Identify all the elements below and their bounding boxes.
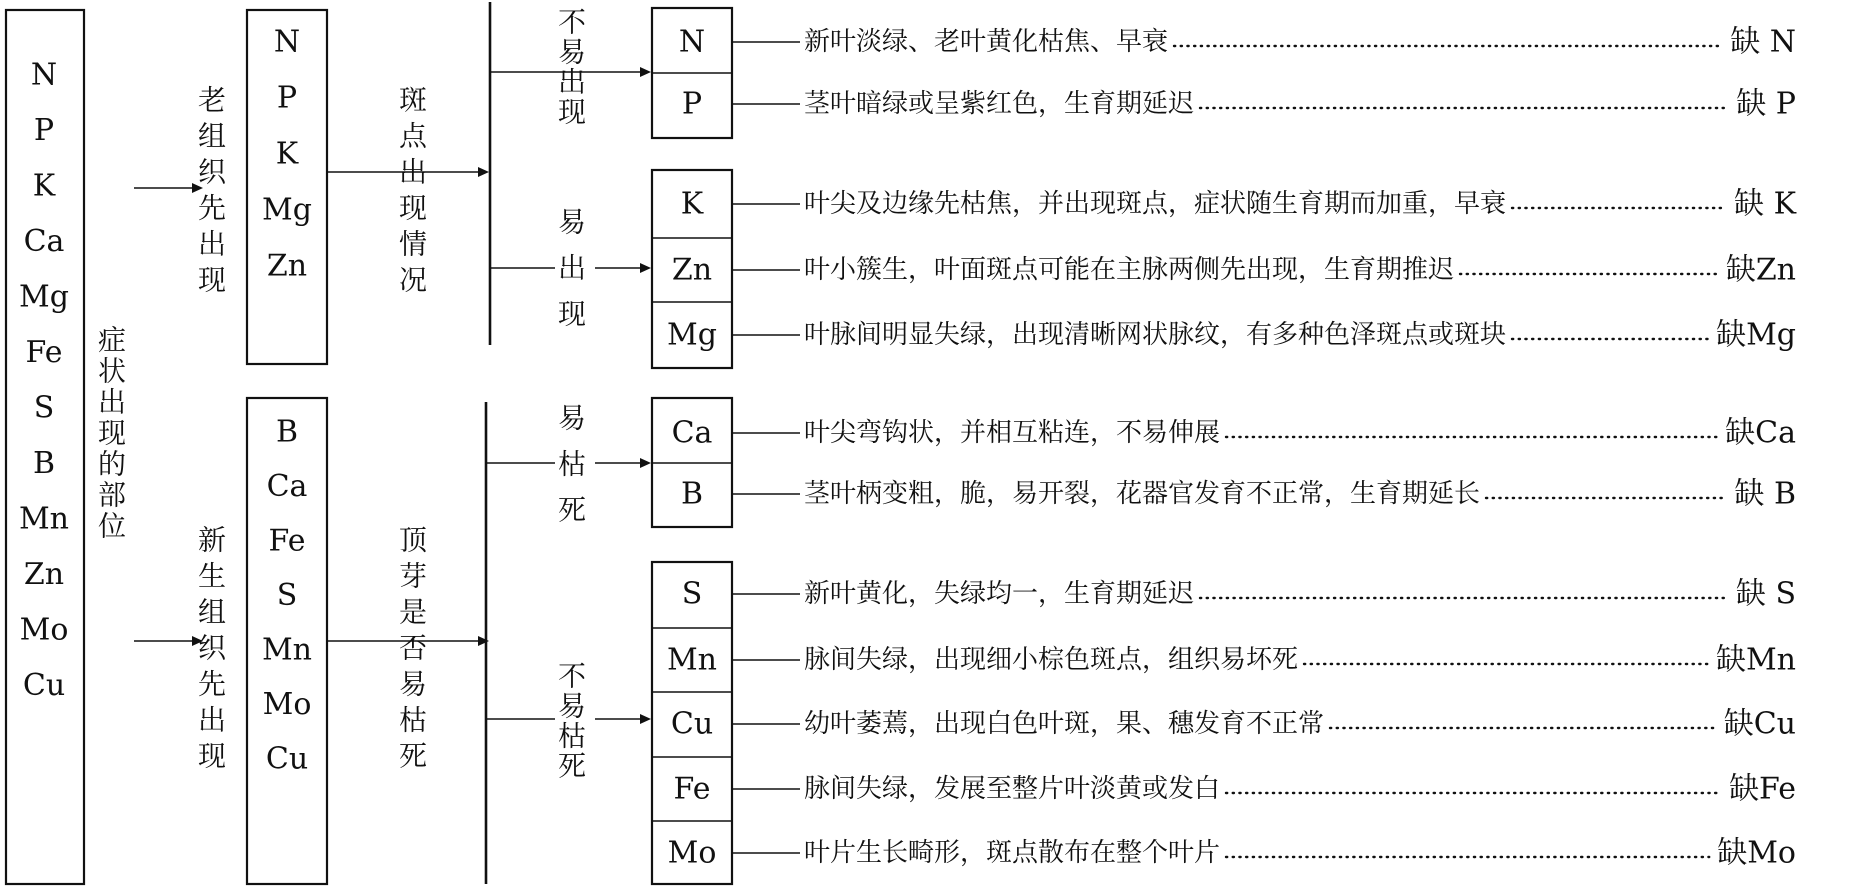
- row-description: 脉间失绿，出现细小棕色斑点，组织易坏死: [804, 645, 1299, 675]
- group-labels: [558, 6, 586, 783]
- new-tissue-element: Ca: [266, 469, 308, 504]
- new-tissue-element: Fe: [268, 523, 306, 559]
- row-deficiency: 缺Cu: [1723, 706, 1796, 742]
- row-deficiency: 缺Fe: [1729, 771, 1796, 807]
- old-tissue-element: Mg: [262, 192, 312, 228]
- deficiency-row: [681, 187, 1797, 222]
- element-label: N: [30, 57, 58, 93]
- row-deficiency: 缺 B: [1734, 476, 1796, 512]
- deficiency-rows: [652, 8, 1797, 884]
- row-description: 幼叶萎蔫，出现白色叶斑，果、穗发育不正常: [804, 709, 1325, 739]
- deficiency-row: [667, 318, 1796, 353]
- row-description: 叶尖弯钩状，并相互粘连，不易伸展: [804, 418, 1221, 448]
- new-tissue-element: Cu: [265, 741, 309, 777]
- deficiency-row: [672, 253, 1796, 288]
- row-deficiency: 缺Zn: [1725, 252, 1796, 288]
- row-description: 脉间失绿，发展至整片叶淡黄或发白: [804, 774, 1221, 804]
- old-tissue-elements: [262, 25, 312, 284]
- deficiency-row: [674, 772, 1796, 807]
- new-tissue-label: [198, 524, 227, 773]
- row-element: Mg: [667, 317, 717, 353]
- new-criterion-label: [399, 524, 428, 773]
- deficiency-row: [679, 25, 1796, 60]
- row-element: Mo: [667, 835, 717, 871]
- element-label: Zn: [23, 557, 65, 592]
- row-deficiency: 缺 P: [1736, 86, 1796, 122]
- new-tissue-element: B: [275, 414, 299, 450]
- row-element: S: [681, 576, 703, 612]
- deficiency-row: [667, 643, 1796, 678]
- site-label-text: 症状出现的部位: [97, 323, 127, 543]
- deficiency-row: [672, 416, 1797, 451]
- deficiency-row: [671, 707, 1796, 742]
- deficiency-row: [668, 836, 1796, 871]
- element-label: Mo: [19, 612, 69, 648]
- row-description: 叶片生长畸形，斑点散布在整个叶片: [804, 838, 1221, 868]
- element-label: Cu: [22, 668, 66, 703]
- row-deficiency: 缺Mg: [1716, 317, 1796, 353]
- row-deficiency: 缺 N: [1730, 24, 1796, 60]
- row-deficiency: 缺 S: [1735, 576, 1796, 612]
- old-tissue-elements-box: [247, 10, 327, 364]
- row-description: 叶尖及边缘先枯焦，并出现斑点，症状随生育期而加重，早衰: [804, 189, 1507, 219]
- element-label: P: [33, 113, 55, 148]
- row-deficiency: 缺 K: [1734, 186, 1796, 222]
- group-label-wither: 易枯死: [557, 401, 587, 527]
- group-label-not-appear: 不易出现: [557, 5, 587, 129]
- row-description: 茎叶柄变粗，脆，易开裂，花器官发育不正常，生育期延长: [804, 479, 1481, 509]
- row-description: 叶脉间明显失绿，出现清晰网状脉纹，有多种色泽斑点或斑块: [804, 320, 1507, 350]
- group-label-not-wither: 不易枯死: [557, 659, 587, 783]
- element-label: B: [32, 446, 56, 481]
- all-elements-list: [19, 58, 69, 704]
- old-tissue-element: Zn: [266, 248, 308, 284]
- new-criterion-text: 顶芽是否易枯死: [398, 523, 428, 773]
- row-description: 新叶黄化，失绿均一，生育期延迟: [804, 579, 1195, 609]
- element-label: K: [32, 168, 56, 204]
- row-element: Fe: [673, 771, 711, 807]
- arrow-to-new-tissue: [134, 636, 203, 646]
- new-tissue-elements: [262, 415, 312, 777]
- new-tissue-element: S: [276, 578, 298, 613]
- row-description: 新叶淡绿、老叶黄化枯焦、早衰: [804, 27, 1169, 57]
- row-element: K: [680, 186, 704, 222]
- old-tissue-label-text: 老组织先出现: [197, 83, 227, 297]
- old-tissue-element: K: [275, 136, 299, 172]
- row-element: Ca: [671, 415, 713, 451]
- row-description: 茎叶暗绿或呈紫红色，生育期延迟: [804, 89, 1195, 119]
- old-tissue-element: P: [276, 80, 298, 116]
- row-element: Zn: [671, 252, 713, 288]
- site-label: [98, 324, 126, 543]
- row-deficiency: 缺Mn: [1715, 642, 1796, 678]
- row-element: Cu: [670, 706, 714, 742]
- deficiency-row: [681, 477, 1796, 512]
- element-label: S: [33, 390, 55, 426]
- old-criterion-text: 斑点出现情况: [398, 83, 428, 297]
- arrow-to-old-tissue: [134, 183, 203, 193]
- new-tissue-element: Mo: [262, 687, 312, 722]
- row-element: P: [681, 86, 703, 122]
- new-tissue-element: Mn: [261, 632, 313, 668]
- old-tissue-label: [198, 84, 227, 297]
- row-element: N: [678, 24, 706, 60]
- row-deficiency: 缺Ca: [1725, 415, 1796, 451]
- deficiency-row: [682, 577, 1796, 612]
- element-label: Ca: [23, 224, 65, 259]
- new-tissue-label-text: 新生组织先出现: [197, 523, 227, 773]
- element-label: Mn: [18, 501, 70, 537]
- row-element: Mn: [666, 642, 718, 678]
- old-criterion-label: [399, 84, 428, 297]
- row-description: 叶小簇生，叶面斑点可能在主脉两侧先出现，生育期推迟: [804, 255, 1455, 285]
- old-tissue-element: N: [273, 24, 301, 60]
- deficiency-row: [682, 87, 1796, 122]
- row-deficiency: 缺Mo: [1717, 835, 1796, 871]
- element-label: Mg: [19, 279, 69, 315]
- row-element: B: [680, 476, 704, 512]
- group-label-appear: 易出现: [557, 205, 587, 331]
- element-label: Fe: [25, 335, 63, 370]
